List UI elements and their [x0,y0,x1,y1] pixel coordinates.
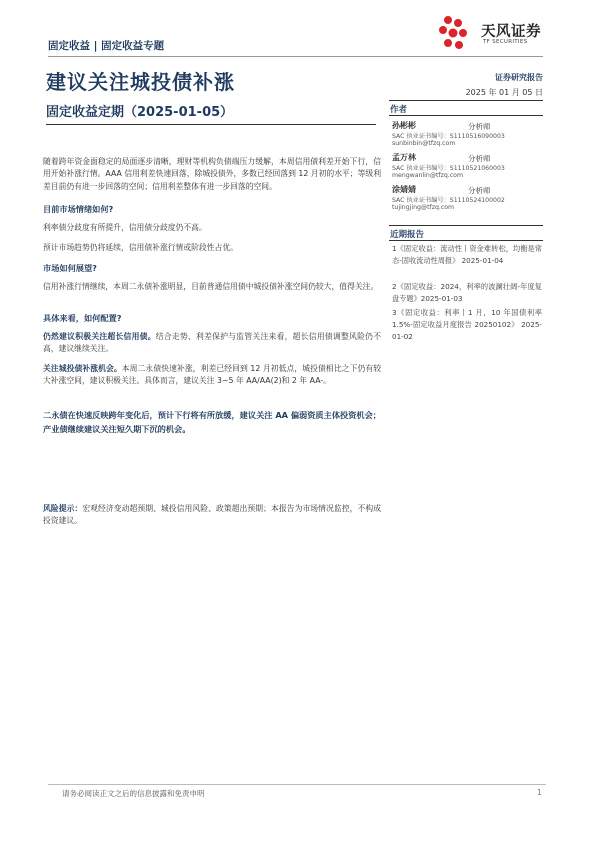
paragraph: 信用补涨行情继续，本周二永债补涨明显，目前普通信用债中城投债补涨空间仍较大，值得关注。 [43,282,379,291]
author-email[interactable]: sunbinbin@tfzq.com [392,140,456,147]
paragraph [43,363,381,388]
logo-text: 天风证券 [481,24,541,40]
page-subtitle: 固定收益定期（2025-01-05） [46,105,234,120]
authors-divider [389,100,543,101]
author-sac: SAC 执业证书编号：S1110516090003 [392,133,505,140]
authors-heading: 作者 [390,105,408,115]
author-sac: SAC 执业证书编号：S1110521060003 [392,165,505,172]
recent-reports-heading: 近期报告 [390,230,425,240]
paragraph: 预计市场趋势仍将延续，信用债补涨行情或阶段性占优。 [43,243,238,252]
section-question: 市场如何展望? [43,263,97,273]
recent-report-item[interactable]: 3《固定收益：利率丨1 月，10 年国债利率 1.5%-固定收益月度报告 20250102》 2025-01-02 [392,308,542,341]
report-type: 证券研究报告 [495,73,543,82]
author-sac: SAC 执业证书编号：S1110524100002 [392,197,505,204]
section-question: 目前市场情绪如何? [43,204,114,214]
author-name: 涂婧婧 [392,185,416,194]
paragraph: 利率债分歧度有所提升，信用债分歧度仍不高。 [43,223,207,232]
paragraph [43,331,381,356]
risk-warning [43,503,381,528]
recent-report-item[interactable]: 1《固定收益：流动性丨资金难转松，均衡是常态-固收流动性周报》 2025-01-04 [392,244,542,265]
author-email[interactable]: mengwanlin@tfzq.com [392,172,463,179]
title-divider [46,124,376,125]
paragraph-text: 本周二永债快速补涨，利差已经回到 12 月初低点，城投债相比之下仍有较大补涨空间，建议积极关注。具体而言，建议关注 3~5 年 AA/AA(2)和 2 年 AA-。 [43,364,382,386]
intro-paragraph: 随着跨年资金面稳定的局面逐步清晰，理财等机构负债端压力缓解，本周信用债利差开始下行，信用开始补涨行情。AAA 信用利差快速回落，除城投债外，多数已经回落到 12 月初的水平；等级利差目前仍有进一步回落的空间；信用利差整体有进一步回落的空间。 [43,157,381,191]
author-name: 孟万林 [392,153,416,162]
author-email[interactable]: tujingjing@tfzq.com [392,204,455,211]
author-name: 孙彬彬 [392,121,416,130]
report-category: 固定收益 | 固定收益专题 [48,40,165,52]
author-role: 分析师 [468,154,491,163]
recent-divider-bottom [389,240,543,241]
recent-divider [389,225,543,226]
risk-text: 宏观经济变动超预期、城投信用风险、政策超出预期；本报告为市场情况监控，不构成投资建议。 [43,504,381,526]
header-divider [48,56,543,57]
logo-mark-icon [437,14,477,54]
page-number: 1 [537,788,542,797]
page-title: 建议关注城投债补涨 [46,70,235,94]
recent-report-item[interactable]: 2《固定收益：2024，利率的波澜壮阔-年度复盘专题》2025-01-03 [392,282,542,303]
authors-divider-bottom [389,115,543,116]
report-date: 2025 年 01 月 05 日 [465,88,543,97]
author-role: 分析师 [468,122,491,131]
logo-text-en: TF SECURITIES [483,39,528,45]
paragraph-lead: 仍然建议积极关注超长信用债。 [43,332,156,341]
footer-divider [48,784,546,785]
section-question: 具体来看，如何配置? [43,313,122,323]
paragraph-emphasis: 二永债在快速反映跨年变化后，预计下行将有所放缓，建议关注 AA 偏弱资质主体投资机会；产业债继续建议关注短久期下沉的机会。 [43,410,381,434]
author-role: 分析师 [468,186,491,195]
risk-label: 风险提示： [43,504,83,513]
paragraph-text: 结合走势、利差保护与监管关注来看，超长信用债调整风险仍不高，建议继续关注。 [43,332,382,354]
footer-disclaimer: 请务必阅读正文之后的信息披露和免责申明 [62,789,205,798]
paragraph-lead: 关注城投债补涨机会。 [43,364,122,373]
